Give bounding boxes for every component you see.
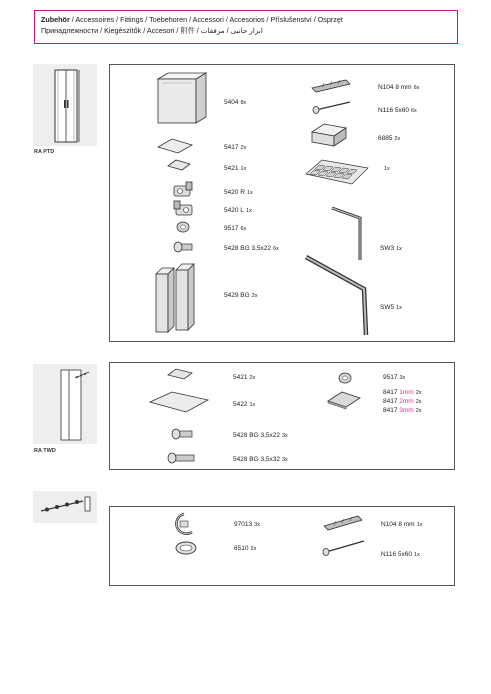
part-n104-label: N104 8 mm 6x [378, 84, 420, 91]
part-8417-2mm-label: 8417 2mm 2x [383, 398, 422, 405]
wall-panel-drawing-icon [33, 364, 97, 444]
wall-bracket-drawing-icon [33, 491, 97, 523]
section-3-thumbnail [33, 491, 97, 523]
part-n104-s3-label: N104 8 mm 1x [381, 521, 423, 528]
header-line-2: Принадлежности / Kiegészítők / Accesori / 附件 / ابزار جانبی / مرفقات [41, 26, 263, 35]
part-5428-32-label: 5428 BG 3,5x32 3x [233, 456, 288, 463]
part-5428-label: 5428 BG 3,5x22 6x [224, 245, 279, 252]
part-5420l-label: 5420 L 1x [224, 207, 252, 214]
part-9517-twd-icon [338, 372, 352, 384]
part-n104-s3-icon [322, 514, 366, 532]
part-5429-icon [156, 264, 196, 336]
part-5421-twd-icon [168, 369, 194, 381]
ra-ptd-thumbnail [33, 64, 97, 146]
door-drawing-icon [33, 64, 97, 146]
part-9517-icon [176, 221, 190, 233]
part-6510-label: 6510 2x [234, 545, 257, 552]
part-sw3-label: SW3 1x [380, 245, 402, 252]
part-97013-label: 97013 3x [234, 521, 260, 528]
part-n116-label: N116 5x60 6x [378, 107, 417, 114]
part-5420l-icon [172, 201, 196, 219]
part-6885-label: 6885 2x [378, 135, 401, 142]
part-8417-3mm-label: 8417 3mm 2x [383, 407, 422, 414]
part-9517-label: 9517 6x [224, 225, 247, 232]
part-5422-icon [150, 392, 210, 414]
part-n116-s3-icon [320, 538, 368, 558]
part-8417-icon [328, 392, 362, 410]
part-5428-22-icon [170, 427, 194, 441]
section-3-parts-box [109, 506, 455, 586]
part-5428-icon [172, 240, 194, 254]
part-pad-sheet-icon [306, 158, 370, 198]
part-n104-icon [310, 78, 354, 94]
part-5421-twd-label: 5421 2x [233, 374, 256, 381]
part-5417-label: 5417 2x [224, 144, 247, 151]
part-n116-s3-label: N116 5x60 1x [381, 551, 420, 558]
ra-ptd-label: RA PTD [34, 149, 55, 155]
part-5428-22-label: 5428 BG 3,5x22 3x [233, 432, 288, 439]
part-5421-label: 5421 1x [224, 165, 247, 172]
part-sw5-icon [304, 255, 374, 339]
part-8417-1mm-label: 8417 1mm 2x [383, 389, 422, 396]
part-5420r-icon [172, 182, 196, 200]
part-n116-icon [310, 100, 354, 114]
part-5404-icon [158, 73, 218, 125]
accessories-header [34, 10, 458, 44]
part-5417-icon [158, 139, 194, 155]
part-5429-label: 5429 BG 2x [224, 292, 258, 299]
part-9517-twd-label: 9517 3x [383, 374, 406, 381]
ra-twd-label: RA TWD [34, 448, 56, 454]
header-line-1: Zubehör / Accessoires / Fittings / Toebehoren / Accessori / Accesorios / Příslušenství / Osprzęt [41, 15, 343, 24]
part-6885-icon [312, 124, 348, 148]
part-pad-sheet-label: 1x [384, 166, 390, 172]
ra-twd-thumbnail [33, 364, 97, 444]
part-sw5-label: SW5 1x [380, 304, 402, 311]
part-5420r-label: 5420 R 1x [224, 189, 253, 196]
part-5421-icon [168, 160, 192, 172]
part-5428-32-icon [166, 451, 196, 465]
part-97013-icon [172, 512, 196, 538]
part-6510-icon [174, 540, 198, 556]
part-5422-label: 5422 1x [233, 401, 256, 408]
part-5404-label: 5404 8x [224, 99, 247, 106]
